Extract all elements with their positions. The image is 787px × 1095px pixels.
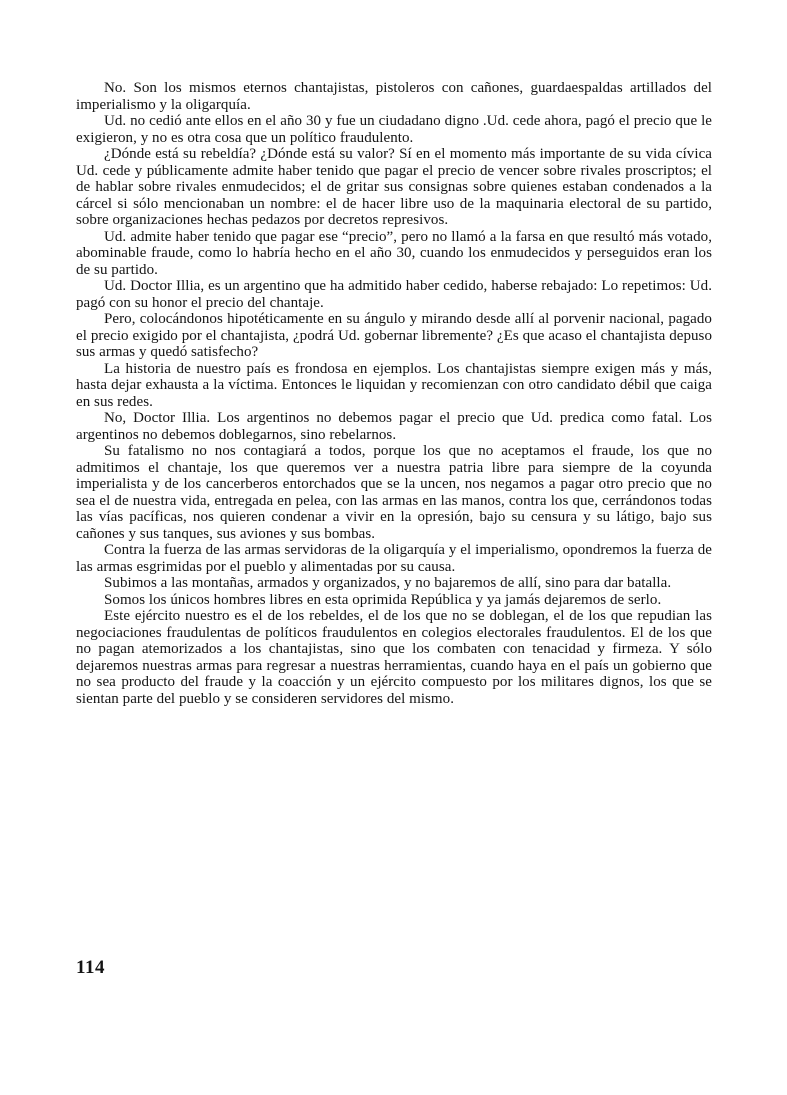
paragraph: Ud. no cedió ante ellos en el año 30 y fue un ciudadano digno .Ud. cede ahora, pagó el precio que le exigieron, y no es otra cosa que un político fraudulento. [76, 113, 712, 146]
paragraph: ¿Dónde está su rebeldía? ¿Dónde está su valor? Sí en el momento más importante de su vida cívica Ud. cede y públicamente admite haber tenido que pagar el precio de vencer sobre rivales proscriptos; el de hablar sobre rivales enmudecidos; el de gritar sus consignas sobre quienes estaban condenados a la cárcel si sólo mencionaban un nombre: el de hacer libre uso de la maquinaria electoral de su partido, sobre organizaciones hechas pedazos por decretos represivos. [76, 146, 712, 228]
paragraph: Ud. admite haber tenido que pagar ese “precio”, pero no llamó a la farsa en que resultó más votado, abominable fraude, como lo habría hecho en el año 30, cuando los enmudecidos y perseguidos eran los de su partido. [76, 228, 712, 278]
paragraph: Ud. Doctor Illia, es un argentino que ha admitido haber cedido, haberse rebajado: Lo repetimos: Ud. pagó con su honor el precio del chantaje. [76, 278, 712, 311]
paragraph: No, Doctor Illia. Los argentinos no debemos pagar el precio que Ud. predica como fatal. Los argentinos no debemos doblegarnos, sino rebelarnos. [76, 410, 712, 443]
paragraph: Somos los únicos hombres libres en esta oprimida República y ya jamás dejaremos de serlo. [104, 591, 662, 608]
paragraph: Contra la fuerza de las armas servidoras de la oligarquía y el imperialismo, opondremos la fuerza de las armas esgrimidas por el pueblo y alimentadas por su causa. [76, 542, 712, 575]
paragraph: No. Son los mismos eternos chantajistas, pistoleros con cañones, guardaespaldas artillados del imperialismo y la oligarquía. [76, 80, 712, 113]
paragraph: Este ejército nuestro es el de los rebeldes, el de los que no se doblegan, el de los que repudian las negociaciones fraudulentas de políticos fraudulentos en colegios electorales fraudulentos. El de los que no pagan atemorizados a los chantajistas, sino que los combaten con tenacidad y firmeza. Y sólo dejaremos nuestras armas para regresar a nuestras herramientas, cuando haya en el país un gobierno que no sea producto del fraude y la coacción y un ejército compuesto por los militares dignos, los que se sientan parte del pueblo y se consideren servidores del mismo. [76, 608, 712, 707]
paragraph: Su fatalismo no nos contagiará a todos, porque los que no aceptamos el fraude, los que no admitimos el chantaje, los que queremos ver a nuestra patria libre para siempre de la coyunda imperialista y de los cancerberos entorchados que se la uncen, nos negamos a pagar otro precio que no sea el de nuestra vida, entregada en pelea, con las armas en las manos, contra los que, cerrándonos todas las vías pacíficas, nos quieren condenar a vivir en la opresión, bajo su censura y su látigo, bajo sus cañones y sus tanques, sus aviones y sus bombas. [76, 443, 712, 542]
paragraph: Subimos a las montañas, armados y organizados, y no bajaremos de allí, sino para dar batalla. [104, 575, 672, 591]
paragraph: La historia de nuestro país es frondosa en ejemplos. Los chantajistas siempre exigen más y más, hasta dejar exhausta a la víctima. Entonces le liquidan y recomienzan con otro candidato débil que caiga en sus redes. [76, 360, 712, 410]
body-text [76, 80, 712, 707]
page-number: 114 [76, 957, 105, 978]
paragraph: Pero, colocándonos hipotéticamente en su ángulo y mirando desde allí al porvenir nacional, pagado el precio exigido por el chantajista, ¿podrá Ud. gobernar libremente? ¿Es que acaso el chantajista depuso sus armas y quedó satisfecho? [76, 311, 712, 360]
